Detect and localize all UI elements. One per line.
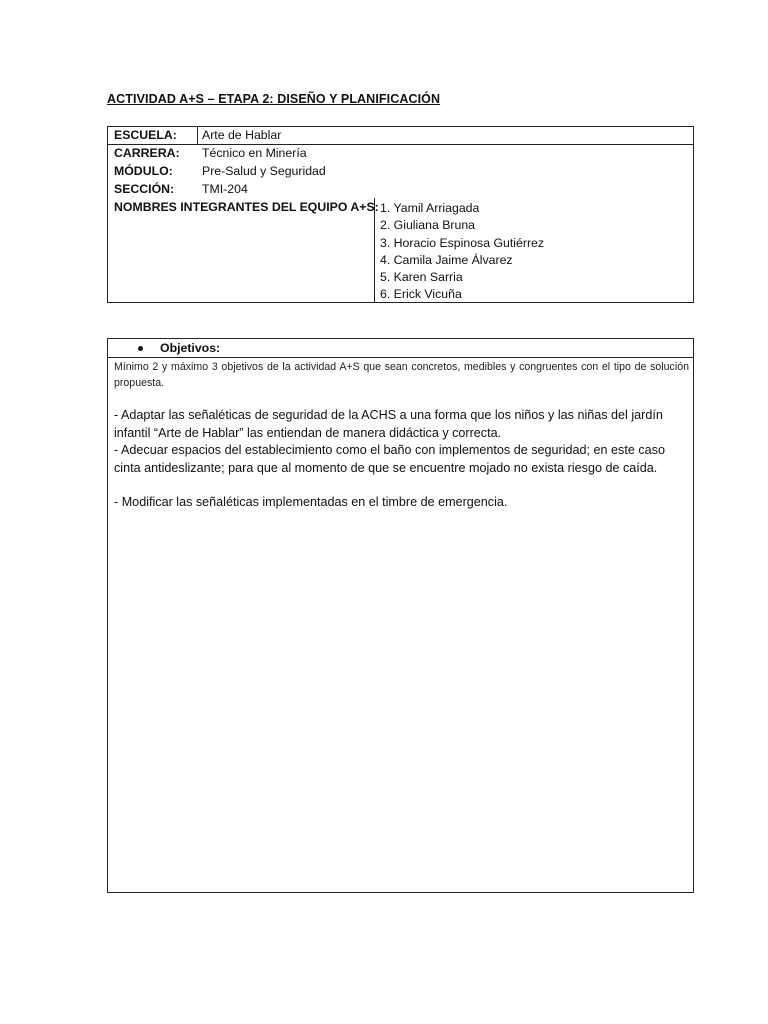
list-item: 2. Giuliana Bruna	[380, 218, 476, 233]
members-label: NOMBRES INTEGRANTES DEL EQUIPO A+S:	[114, 200, 379, 214]
objective-item: - Adecuar espacios del establecimiento como el baño con implementos de seguridad; en este caso cinta antideslizante; para que al momento de que se encuentre mojado no exista riesgo de caída.	[114, 443, 665, 475]
objectives-header	[108, 339, 693, 358]
escuela-label: ESCUELA:	[114, 128, 177, 142]
list-item: 5. Karen Sarria	[380, 270, 463, 285]
seccion-label: SECCIÓN:	[114, 182, 175, 196]
objectives-heading: Objetivos:	[160, 341, 221, 355]
list-item: 3. Horacio Espinosa Gutiérrez	[380, 235, 545, 250]
bullet-icon	[138, 346, 143, 351]
document-title: ACTIVIDAD A+S – ETAPA 2: DISEÑO Y PLANIFICACIÓN	[107, 92, 441, 106]
objective-item: - Modificar las señaléticas implementadas en el timbre de emergencia.	[114, 495, 508, 509]
escuela-value: Arte de Hablar	[202, 128, 282, 142]
objectives-instruction: Mínimo 2 y máximo 3 objetivos de la actividad A+S que sean concretos, medibles y congruentes con el tipo de solución propuesta.	[114, 361, 689, 389]
carrera-label: CARRERA:	[114, 146, 180, 160]
table-divider	[108, 144, 693, 145]
table-divider	[197, 127, 198, 144]
list-item: 1. Yamil Arriagada	[380, 201, 480, 215]
carrera-value: Técnico en Minería	[202, 146, 307, 160]
modulo-label: MÓDULO:	[114, 164, 173, 178]
objectives-box	[107, 338, 694, 893]
list-item: 4. Camila Jaime Álvarez	[380, 252, 513, 267]
info-table	[107, 126, 694, 303]
modulo-value: Pre-Salud y Seguridad	[202, 164, 326, 178]
objective-item: - Adaptar las señaléticas de seguridad de la ACHS a una forma que los niños y las niñas del jardín infantil “Arte de Hablar” las entiendan de manera didáctica y correcta.	[114, 408, 663, 440]
list-item: 6. Erick Vicuña	[380, 287, 462, 302]
members-list	[380, 200, 544, 304]
seccion-value: TMI-204	[202, 182, 248, 196]
